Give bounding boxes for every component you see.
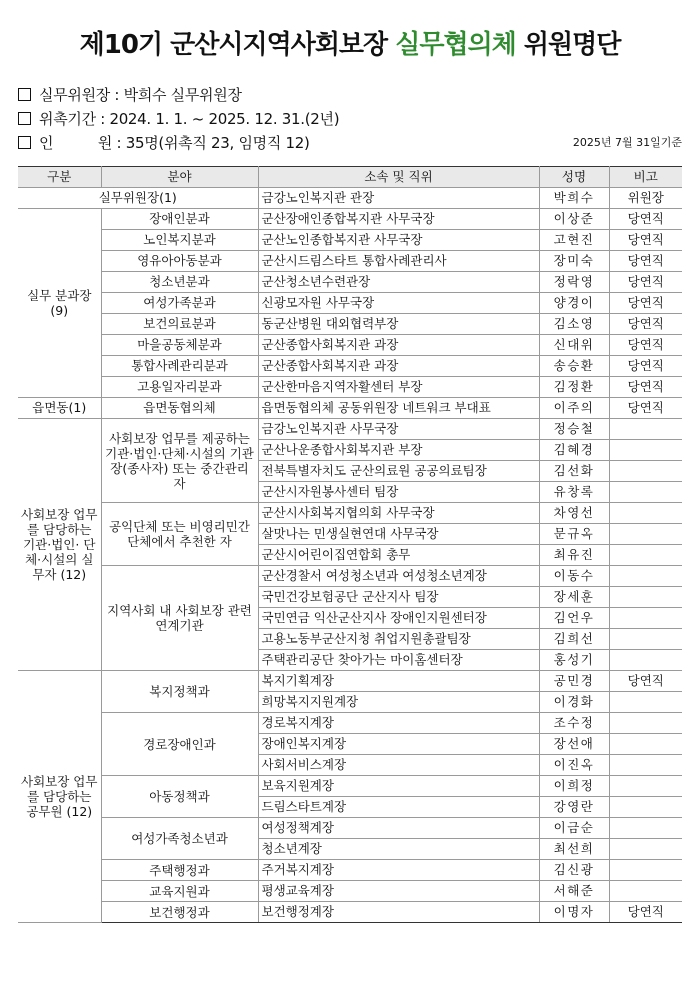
org-cell: 청소년계장	[258, 839, 539, 860]
name-cell: 장미숙	[539, 251, 609, 272]
org-cell: 국민연금 익산군산지사 장애인지원센터장	[258, 608, 539, 629]
note-cell	[609, 461, 682, 482]
note-cell	[609, 797, 682, 818]
checkbox-icon	[18, 136, 31, 149]
table-row	[18, 251, 682, 272]
note-cell	[609, 881, 682, 902]
table-row	[18, 272, 682, 293]
name-cell: 김선화	[539, 461, 609, 482]
org-cell: 군산시어린이집연합회 총무	[258, 545, 539, 566]
note-cell	[609, 818, 682, 839]
table-row	[18, 188, 682, 209]
org-cell: 군산청소년수련관장	[258, 272, 539, 293]
field-cell: 영유아아동분과	[101, 251, 258, 272]
org-cell: 여성정책계장	[258, 818, 539, 839]
org-cell: 장애인복지계장	[258, 734, 539, 755]
org-cell: 고용노동부군산지청 취업지원총괄팀장	[258, 629, 539, 650]
org-cell: 주거복지계장	[258, 860, 539, 881]
header-name: 성명	[539, 167, 609, 188]
checkbox-icon	[18, 112, 31, 125]
note-cell: 당연직	[609, 251, 682, 272]
table-row	[18, 398, 682, 419]
org-cell: 읍면동협의체 공동위원장 네트워크 부대표	[258, 398, 539, 419]
name-cell: 김언우	[539, 608, 609, 629]
note-cell: 당연직	[609, 272, 682, 293]
title-suffix: 위원명단	[515, 30, 621, 60]
field-cell: 보건의료분과	[101, 314, 258, 335]
org-cell: 군산종합사회복지관 과장	[258, 335, 539, 356]
note-cell	[609, 776, 682, 797]
table-row	[18, 566, 682, 587]
field-cell: 복지정책과	[101, 671, 258, 713]
field-cell: 교육지원과	[101, 881, 258, 902]
org-cell: 보건행정계장	[258, 902, 539, 923]
field-cell: 여성가족청소년과	[101, 818, 258, 860]
note-cell: 당연직	[609, 335, 682, 356]
title-highlight: 실무협의체	[395, 30, 516, 60]
header-note: 비고	[609, 167, 682, 188]
table-row	[18, 671, 682, 692]
name-cell: 이경화	[539, 692, 609, 713]
name-cell: 차영선	[539, 503, 609, 524]
org-cell: 주택관리공단 찾아가는 마이홈센터장	[258, 650, 539, 671]
note-cell: 당연직	[609, 671, 682, 692]
name-cell: 장세훈	[539, 587, 609, 608]
field-cell: 사회보장 업무를 제공하는 기관·법인·단체·시설의 기관장(종사자) 또는 중간관리자	[101, 419, 258, 503]
note-cell	[609, 650, 682, 671]
org-cell: 군산시자원봉사센터 팀장	[258, 482, 539, 503]
org-cell: 국민건강보험공단 군산지사 팀장	[258, 587, 539, 608]
name-cell: 이상준	[539, 209, 609, 230]
note-cell: 당연직	[609, 902, 682, 923]
note-cell: 당연직	[609, 314, 682, 335]
note-cell: 위원장	[609, 188, 682, 209]
table-row	[18, 335, 682, 356]
name-cell: 신대위	[539, 335, 609, 356]
note-cell	[609, 629, 682, 650]
name-cell: 문규옥	[539, 524, 609, 545]
name-cell: 유창록	[539, 482, 609, 503]
org-cell: 군산나운종합사회복지관 부장	[258, 440, 539, 461]
title-prefix: 제10기 군산시지역사회보장	[79, 30, 396, 60]
name-cell: 서해준	[539, 881, 609, 902]
org-cell: 사회서비스계장	[258, 755, 539, 776]
org-cell: 군산종합사회복지관 과장	[258, 356, 539, 377]
name-cell: 김혜경	[539, 440, 609, 461]
field-cell: 읍면동협의체	[101, 398, 258, 419]
info-line-chair	[18, 84, 242, 105]
member-table	[18, 166, 682, 923]
org-cell: 희망복지지원계장	[258, 692, 539, 713]
table-row	[18, 860, 682, 881]
info-line-text: 실무위원장 : 박희수 실무위원장	[39, 86, 242, 104]
table-row	[18, 293, 682, 314]
info-line-text: 인 원 : 35명(위촉직 23, 임명직 12)	[39, 134, 310, 152]
field-cell: 주택행정과	[101, 860, 258, 881]
name-cell: 정승철	[539, 419, 609, 440]
note-cell	[609, 545, 682, 566]
org-cell: 평생교육계장	[258, 881, 539, 902]
table-row	[18, 209, 682, 230]
org-cell: 군산노인종합복지관 사무국장	[258, 230, 539, 251]
name-cell: 이명자	[539, 902, 609, 923]
field-cell: 마을공동체분과	[101, 335, 258, 356]
name-cell: 장선애	[539, 734, 609, 755]
group-label-cell: 읍면동(1)	[18, 398, 101, 419]
page-title	[0, 24, 700, 61]
name-cell: 이주의	[539, 398, 609, 419]
name-cell: 김희선	[539, 629, 609, 650]
note-cell	[609, 860, 682, 881]
note-cell	[609, 755, 682, 776]
as-of-date: 2025년 7월 31일기준	[572, 136, 682, 149]
field-cell: 경로장애인과	[101, 713, 258, 776]
org-cell: 신광모자원 사무국장	[258, 293, 539, 314]
checkbox-icon	[18, 88, 31, 101]
name-cell: 김정환	[539, 377, 609, 398]
table-row	[18, 356, 682, 377]
name-cell: 최선희	[539, 839, 609, 860]
field-cell: 통합사례관리분과	[101, 356, 258, 377]
info-line-text: 위촉기간 : 2024. 1. 1. ~ 2025. 12. 31.(2년)	[39, 110, 340, 128]
org-cell: 군산시드림스타트 통합사례관리사	[258, 251, 539, 272]
name-cell: 김소영	[539, 314, 609, 335]
table-row	[18, 881, 682, 902]
field-cell: 지역사회 내 사회보장 관련 연계기관	[101, 566, 258, 671]
note-cell: 당연직	[609, 377, 682, 398]
note-cell	[609, 734, 682, 755]
note-cell	[609, 839, 682, 860]
org-cell: 살맛나는 민생실현연대 사무국장	[258, 524, 539, 545]
name-cell: 이진옥	[539, 755, 609, 776]
group-label-cell: 사회보장 업무를 담당하는 기관·법인· 단체·시설의 실무자 (12)	[18, 419, 101, 671]
field-cell: 아동정책과	[101, 776, 258, 818]
group-label-cell: 사회보장 업무를 담당하는 공무원 (12)	[18, 671, 101, 923]
name-cell: 공민경	[539, 671, 609, 692]
table-row	[18, 503, 682, 524]
org-cell: 전북특별자치도 군산의료원 공공의료팀장	[258, 461, 539, 482]
name-cell: 송승환	[539, 356, 609, 377]
name-cell: 강영란	[539, 797, 609, 818]
name-cell: 박희수	[539, 188, 609, 209]
table-row	[18, 419, 682, 440]
name-cell: 이희정	[539, 776, 609, 797]
table-row	[18, 776, 682, 797]
table-row	[18, 713, 682, 734]
note-cell	[609, 419, 682, 440]
name-cell: 고현진	[539, 230, 609, 251]
name-cell: 양경이	[539, 293, 609, 314]
field-cell: 보건행정과	[101, 902, 258, 923]
note-cell	[609, 566, 682, 587]
table-row	[18, 902, 682, 923]
note-cell	[609, 587, 682, 608]
info-line-term	[18, 108, 339, 129]
org-cell: 동군산병원 대외협력부장	[258, 314, 539, 335]
note-cell	[609, 482, 682, 503]
note-cell	[609, 524, 682, 545]
table-row	[18, 230, 682, 251]
org-cell: 경로복지계장	[258, 713, 539, 734]
org-cell: 군산시사회복지협의회 사무국장	[258, 503, 539, 524]
note-cell: 당연직	[609, 398, 682, 419]
category-cell: 실무위원장(1)	[18, 188, 258, 209]
name-cell: 조수정	[539, 713, 609, 734]
field-cell: 고용일자리분과	[101, 377, 258, 398]
header-org: 소속 및 직위	[258, 167, 539, 188]
note-cell	[609, 440, 682, 461]
name-cell: 이동수	[539, 566, 609, 587]
name-cell: 홍성기	[539, 650, 609, 671]
note-cell	[609, 713, 682, 734]
note-cell	[609, 503, 682, 524]
name-cell: 김신광	[539, 860, 609, 881]
header-category: 구분	[18, 167, 101, 188]
table-row	[18, 818, 682, 839]
field-cell: 청소년분과	[101, 272, 258, 293]
header-field: 분야	[101, 167, 258, 188]
org-cell: 복지기획계장	[258, 671, 539, 692]
table-row	[18, 314, 682, 335]
org-cell: 금강노인복지관 관장	[258, 188, 539, 209]
org-cell: 군산경찰서 여성청소년과 여성청소년계장	[258, 566, 539, 587]
note-cell: 당연직	[609, 230, 682, 251]
note-cell	[609, 692, 682, 713]
org-cell: 금강노인복지관 사무국장	[258, 419, 539, 440]
org-cell: 군산한마음지역자활센터 부장	[258, 377, 539, 398]
org-cell: 보육지원계장	[258, 776, 539, 797]
table-row	[18, 377, 682, 398]
field-cell: 공익단체 또는 비영리민간단체에서 추천한 자	[101, 503, 258, 566]
field-cell: 노인복지분과	[101, 230, 258, 251]
field-cell: 여성가족분과	[101, 293, 258, 314]
org-cell: 군산장애인종합복지관 사무국장	[258, 209, 539, 230]
org-cell: 드림스타트계장	[258, 797, 539, 818]
table-body	[18, 188, 682, 923]
field-cell: 장애인분과	[101, 209, 258, 230]
group-label-cell: 실무 분과장 (9)	[18, 209, 101, 398]
note-cell: 당연직	[609, 209, 682, 230]
table-header-row	[18, 167, 682, 188]
name-cell: 정락영	[539, 272, 609, 293]
info-line-members	[18, 132, 310, 153]
name-cell: 이금순	[539, 818, 609, 839]
note-cell	[609, 608, 682, 629]
note-cell: 당연직	[609, 356, 682, 377]
name-cell: 최유진	[539, 545, 609, 566]
note-cell: 당연직	[609, 293, 682, 314]
